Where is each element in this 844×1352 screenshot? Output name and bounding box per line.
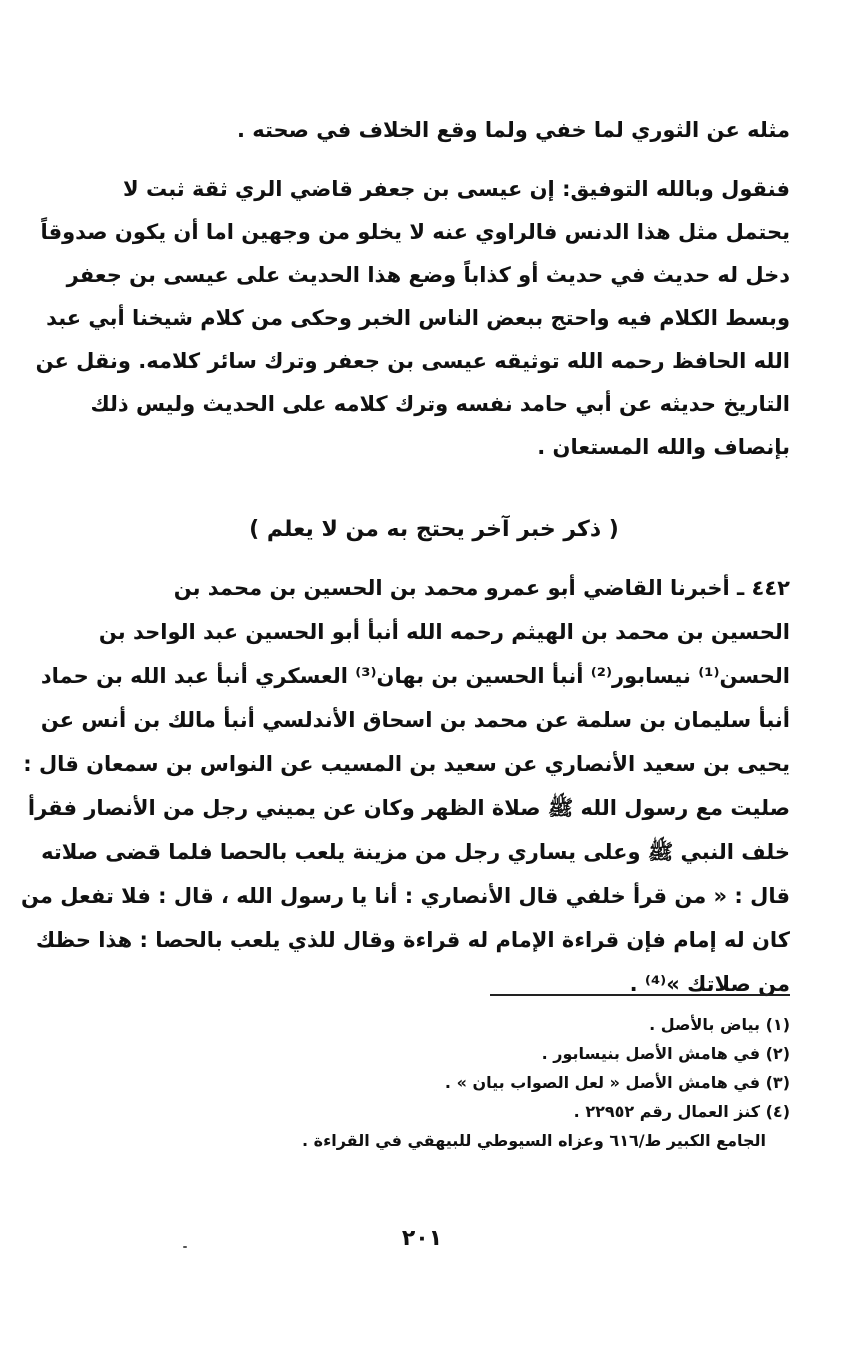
text-line: يحتمل مثل هذا الدنس فالراوي عنه لا يخلو من وجهين اما أن يكون صدوقاً — [40, 220, 790, 244]
text-line: قال : « من قرأ خلفي قال الأنصاري : أنا يا رسول الله ، قال : فلا تفعل من — [21, 884, 790, 908]
footnote-2: (٢) في هامش الأصل بنيسابور . — [541, 1044, 790, 1063]
footnote-1: (١) بياض بالأصل . — [649, 1015, 790, 1034]
text-line: التاريخ حديثه عن أبي حامد نفسه وترك كلامه على الحديث وليس ذلك — [90, 392, 790, 416]
text-line: ٤٤٢ ـ أخبرنا القاضي أبو عمرو محمد بن الحسين بن محمد بن — [173, 576, 790, 600]
text-line: الحسين بن محمد بن الهيثم رحمه الله أنبأ أبو الحسين عبد الواحد بن — [98, 620, 790, 644]
scan-speck — [183, 1246, 187, 1248]
text-line: الحسن⁽¹⁾ نيسابور⁽²⁾ أنبأ الحسين بن بهان⁽³⁾ العسكري أنبأ عبد الله بن حماد — [40, 664, 790, 688]
section-heading: ( ذكر خبر آخر يحتج به من لا يعلم ) — [249, 517, 619, 542]
page-number: ٢٠١ — [401, 1226, 443, 1251]
text-line: صليت مع رسول الله ﷺ صلاة الظهر وكان عن يميني رجل من الأنصار فقرأ — [27, 796, 790, 820]
text-line: خلف النبي ﷺ وعلى يساري رجل من مزينة يلعب بالحصا فلما قضى صلاته — [41, 840, 790, 864]
paragraph-hadith-442 — [21, 566, 790, 1006]
footnote-4: (٤) كنز العمال رقم ٢٢٩٥٢ . — [573, 1102, 790, 1121]
text-line: من صلاتك »⁽⁴⁾ . — [629, 972, 790, 996]
text-line: أنبأ سليمان بن سلمة عن محمد بن اسحاق الأندلسي أنبأ مالك بن أنس عن — [40, 708, 790, 732]
footnote-4-continuation: الجامع الكبير ط/٦١٦ وعزاه السيوطي للبيهقي في القراءة . — [301, 1131, 766, 1150]
text-line: فنقول وبالله التوفيق: إن عيسى بن جعفر قاضي الري ثقة ثبت لا — [123, 177, 790, 201]
footnote-divider — [490, 994, 790, 996]
text-line: بإنصاف والله المستعان . — [537, 435, 790, 459]
text-line: مثله عن الثوري لما خفي ولما وقع الخلاف في صحته . — [236, 118, 790, 142]
paragraph-continuation — [78, 110, 790, 150]
text-line: وبسط الكلام فيه واحتج ببعض الناس الخبر وحكى من كلام شيخنا أبي عبد — [46, 306, 790, 330]
footnote-3: (٣) في هامش الأصل « لعل الصواب بيان » . — [444, 1073, 790, 1092]
text-line: كان له إمام فإن قراءة الإمام له قراءة وقال للذي يلعب بالحصا : هذا حظك — [35, 928, 790, 952]
text-line: الله الحافظ رحمه الله توثيقه عيسى بن جعفر وترك سائر كلامه. ونقل عن — [35, 349, 790, 373]
paragraph-commentary — [35, 168, 790, 469]
footnotes — [300, 1010, 790, 1155]
text-line: يحيى بن سعيد الأنصاري عن سعيد بن المسيب عن النواس بن سمعان قال : — [23, 752, 790, 776]
text-line: دخل له حديث في حديث أو كذاباً وضع هذا الحديث على عيسى بن جعفر — [66, 263, 790, 287]
